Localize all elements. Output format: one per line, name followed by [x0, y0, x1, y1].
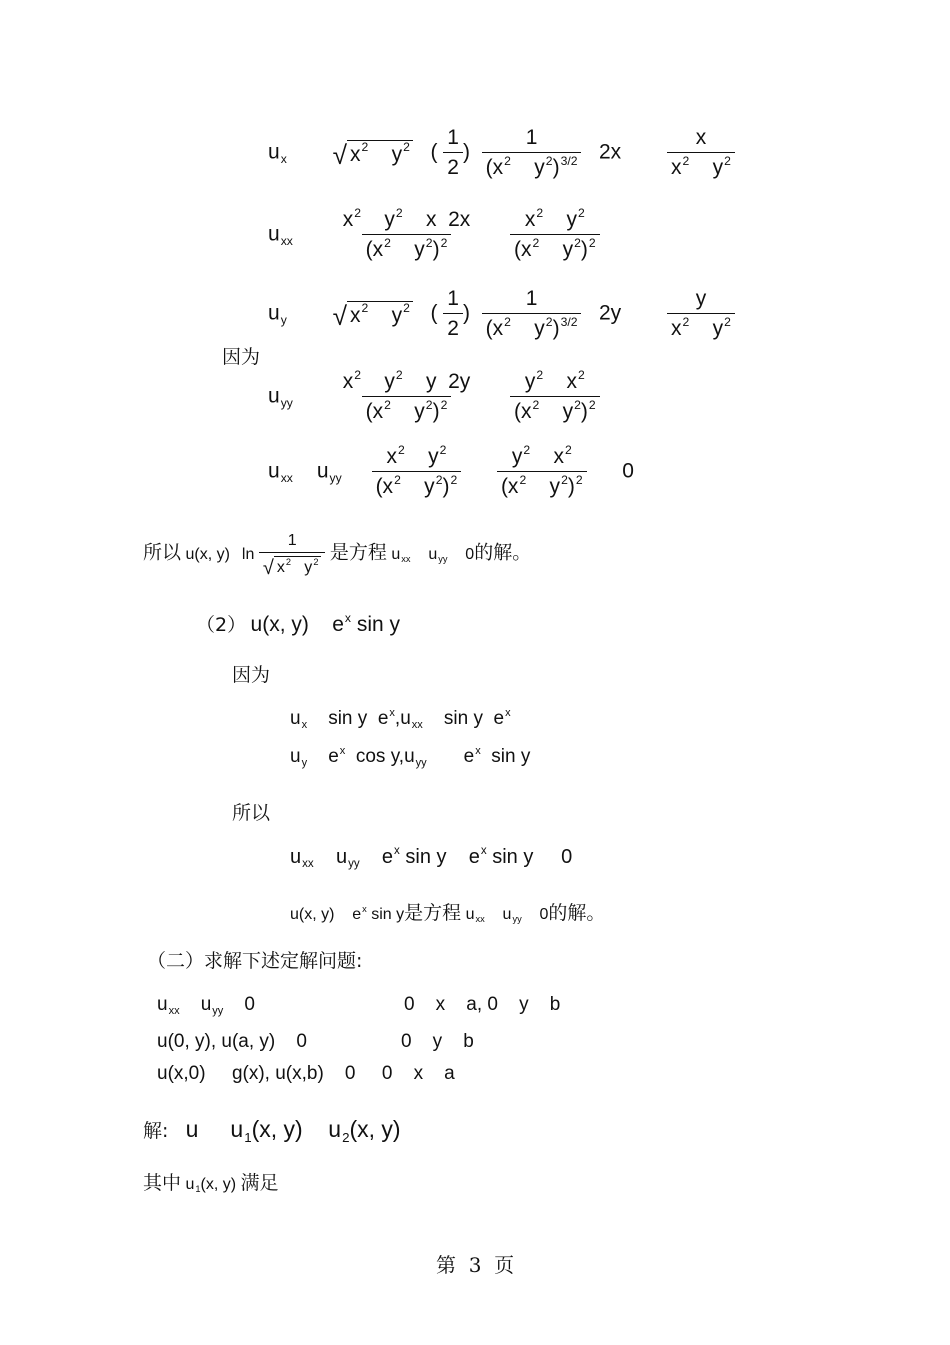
conclusion-suffix: 的解。 — [474, 541, 532, 564]
footer-prefix: 第 — [436, 1253, 456, 1277]
eq-uxx: $u_{xx}$ $\frac{x^2 y^2 x 2x}{(x^2 y^2)^2}$ $\frac{x^2 y^2}{(x^2 y^2)^2}$ — [268, 208, 600, 262]
conclusion-prefix: 所以 — [143, 541, 182, 564]
footer-suffix: 页 — [494, 1253, 515, 1277]
conclusion2-suffix: 的解。 — [548, 902, 606, 924]
eq-ux-uxx-2: $u_x$ sin y $e^x,u_{xx}$ sin y $e^x$ — [290, 706, 511, 731]
eq-laplace-sum: $u_{xx}$ $u_{yy}$ $\frac{x^2 y^2}{(x^2 y^2)^2}$ $\frac{y^2 x^2}{(x^2 y^2)^2}$ 0 — [268, 442, 634, 498]
conclusion2-is: 是方程 — [404, 902, 462, 924]
bvp-domain-2: 0 y b — [401, 1031, 474, 1052]
eq-uyy: $u_{yy}$ $\frac{x^2 y^2 y 2y}{(x^2 y^2)^2}$ $\frac{y^2 x^2}{(x^2 y^2)^2}$ — [268, 370, 600, 424]
satisfies-label: 满足 — [240, 1172, 279, 1194]
eq-laplace-sum-2: $u_{xx}$ $u_{yy}$ $e^x$ sin y $e^x$ sin y 0 — [290, 844, 573, 871]
solution-label: 解: — [143, 1120, 169, 1142]
conclusion-1: 所以 u(x, y) ln 1 √ $x^2$ $y^2$ 是方程 $u_{xx}$ $u_{yy}$ 0的解。 — [143, 532, 532, 579]
conclusion-2: u(x, y) $e^x$ sin y是方程 $u_{xx}$ $u_{yy}$ 0的解。 — [290, 902, 606, 925]
where-line: 其中 $u_1(x$, y) 满足 — [143, 1172, 279, 1195]
bvp-eq-3: u(x,0) g(x), u(x,b) 0 0 x a — [157, 1063, 455, 1084]
page-footer — [436, 1249, 514, 1278]
solution-line: 解: u $u_1(x$, y) $u_2(x$, y) — [143, 1116, 401, 1145]
because-label-2: 因为 — [232, 664, 271, 686]
bvp-eq-2: u(0, y), u(a, y) 0 — [157, 1031, 307, 1052]
so-label-2: 所以 — [232, 802, 271, 824]
eq-uy: $u_y$ √ $x^2$ $y^2$ ( $\frac{1}{2}$ ) $\frac{1}{(x^2 y^2)^{3/2}}$ 2y $\frac{y}{x^2 y^2}$ — [268, 287, 735, 341]
bvp-eq-1: $u_{xx}$ $u_{yy}$ 0 — [157, 994, 255, 1017]
part2-title: （2） u(x, y) $e^x$ sin y — [196, 610, 401, 636]
conclusion-is: 是方程 — [329, 541, 387, 564]
section2-heading: （二）求解下述定解问题: — [147, 950, 363, 972]
bvp-domain-1: 0 x a, 0 y b — [404, 994, 561, 1015]
page-number: 3 — [468, 1253, 482, 1277]
eq-uy-uyy-2: $u_y$ $e^x$ $\cos y,u_{yy}$ $e^x$ sin y — [290, 744, 531, 769]
part2-label: （2） — [196, 614, 247, 636]
because-label-1: 因为 — [222, 346, 261, 368]
eq-ux: $u_x$ √ $x^2$ $y^2$ ( $\frac{1}{2}$ ) $\frac{1}{(x^2 y^2)^{3/2}}$ 2x $\frac{x}{x^2 y^2}$ — [268, 126, 735, 180]
where-label: 其中 — [143, 1172, 182, 1194]
